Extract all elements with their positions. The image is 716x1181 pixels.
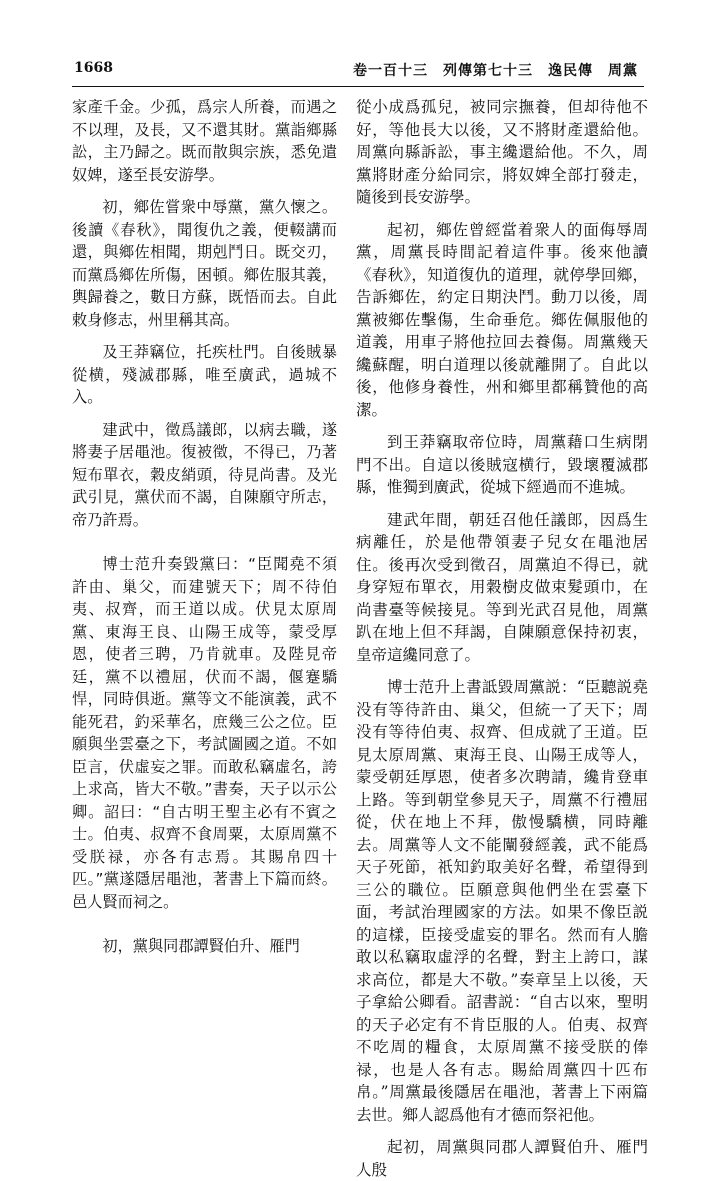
translation-paragraph: 博士范升上書詆毀周黨説：“臣聽説堯没有等待許由、巢父，但統一了天下；周没有等待伯夷、叔齊、但成就了王道。臣見太原周黨、東海王良、山陽王成等人，蒙受朝廷厚恩，使者多次聘請，纔肯登車上路。等到朝堂參見天子，周黨不行禮屈從，伏在地上不拜，傲慢驕横，同時離去。周黨等人文不能闡發經義，武不能爲天子死節，祇知釣取美好名聲，希望得到三公的職位。臣願意與他們坐在雲臺下面，考試治理國家的方法。如果不像臣説的這樣，臣接受虛妄的罪名。然而有人膽敢以私竊取虛浮的名聲，對主上誇口，謀求高位，都是大不敬。”奏章呈上以後，天子拿給公卿看。詔書説：“自古以來，聖明的天子必定有不肯臣服的人。伯夷、叔齊不吃周的糧食，太原周黨不接受朕的俸禄，也是人各有志。賜給周黨四十匹布帛。”周黨最後隱居在黽池，著書上下兩篇去世。鄉人認爲他有才德而祭祀他。	[356, 678, 648, 1124]
classical-text-column	[72, 96, 337, 958]
translation-column	[356, 96, 648, 1181]
classical-paragraph: 初，黨與同郡譚賢伯升、雁門	[102, 937, 300, 955]
classical-paragraph: 建武中，徵爲議郎，以病去職，遂將妻子居黽池。復被徵，不得已，乃著短布單衣，穀皮綃頭，待見尚書。及光武引見，黨伏而不謁，自陳願守所志，帝乃許焉。	[72, 420, 337, 529]
classical-paragraph: 及王莽竊位，托疾杜門。自後賊暴從横，殘滅郡縣，唯至廣武，過城不入。	[72, 343, 337, 406]
header-rule	[72, 86, 644, 87]
translation-paragraph: 建武年間，朝廷召他任議郎，因爲生病離任，於是他帶領妻子兒女在黽池居住。後再次受到徵召，周黨迫不得已，就身穿短布單衣，用穀樹皮做束髮頭巾，在尚書臺等候接見。等到光武召見他，周黨趴在地上但不拜謁，自陳願意保持初衷，皇帝這纔同意了。	[356, 510, 648, 664]
classical-paragraph: 初，鄉佐嘗衆中辱黨，黨久懷之。後讀《春秋》，聞復仇之義，便輟講而還，與鄉佐相聞，期剋鬥日。既交刃，而黨爲鄉佐所傷，困頓。鄉佐服其義，輿歸養之，數日方蘇，既悟而去。自此敕身修志，州里稱其高。	[72, 198, 337, 329]
classical-paragraph: 家產千金。少孤，爲宗人所養，而遇之不以理，及長，又不還其財。黨詣鄉縣訟，主乃歸之。既而散與宗族，悉免遣奴婢，遂至長安游學。	[72, 98, 337, 184]
page-number: 1668	[74, 60, 113, 76]
classical-paragraph: 博士范升奏毀黨曰：“臣聞堯不須許由、巢父，而建號天下；周不待伯夷、叔齊，而王道以成。伏見太原周黨、東海王良、山陽王成等，蒙受厚恩，使者三聘，乃肯就車。及陛見帝廷，黨不以禮屈，伏而不謁，偃蹇驕悍，同時俱逝。黨等文不能演義，武不能死君，釣采華名，庶幾三公之位。臣願與坐雲臺之下，考試圖國之道。不如臣言，伏虛妄之罪。而敢私竊虛名，誇上求高，皆大不敬。”書奏，天子以示公卿。詔曰：“自古明王聖主必有不賓之士。伯夷、叔齊不食周粟，太原周黨不受朕禄，亦各有志焉。其賜帛四十匹。”黨遂隱居黽池，著書上下篇而終。邑人賢而祠之。	[72, 555, 337, 911]
translation-paragraph: 到王莽竊取帝位時，周黨藉口生病閉門不出。自這以後賊寇横行，毀壞覆滅郡縣，惟獨到廣武，從城下經過而不進城。	[356, 433, 648, 496]
running-header	[38, 58, 678, 82]
translation-paragraph: 從小成爲孤兒，被同宗撫養，但却待他不好，等他長大以後，又不將財產還給他。周黨向縣訴訟，事主纔還給他。不久，周黨將財產分給同宗，將奴婢全部打發走，隨後到長安游學。	[356, 98, 648, 206]
translation-paragraph: 起初，鄉佐曾經當着衆人的面侮辱周黨，周黨長時間記着這件事。後來他讀《春秋》，知道復仇的道理，就停學回鄉，告訴鄉佐，約定日期決鬥。動刀以後，周黨被鄉佐擊傷，生命垂危。鄉佐佩服他的道義，用車子將他拉回去養傷。周黨幾天纔蘇醒，明白道理以後就離開了。自此以後，他修身養性，州和鄉里都稱贊他的高潔。	[356, 220, 648, 419]
running-title: 卷一百十三 列傳第七十三 逸民傳 周黨	[353, 63, 638, 79]
translation-paragraph: 起初，周黨與同郡人譚賢伯升、雁門人殷	[356, 1138, 648, 1179]
